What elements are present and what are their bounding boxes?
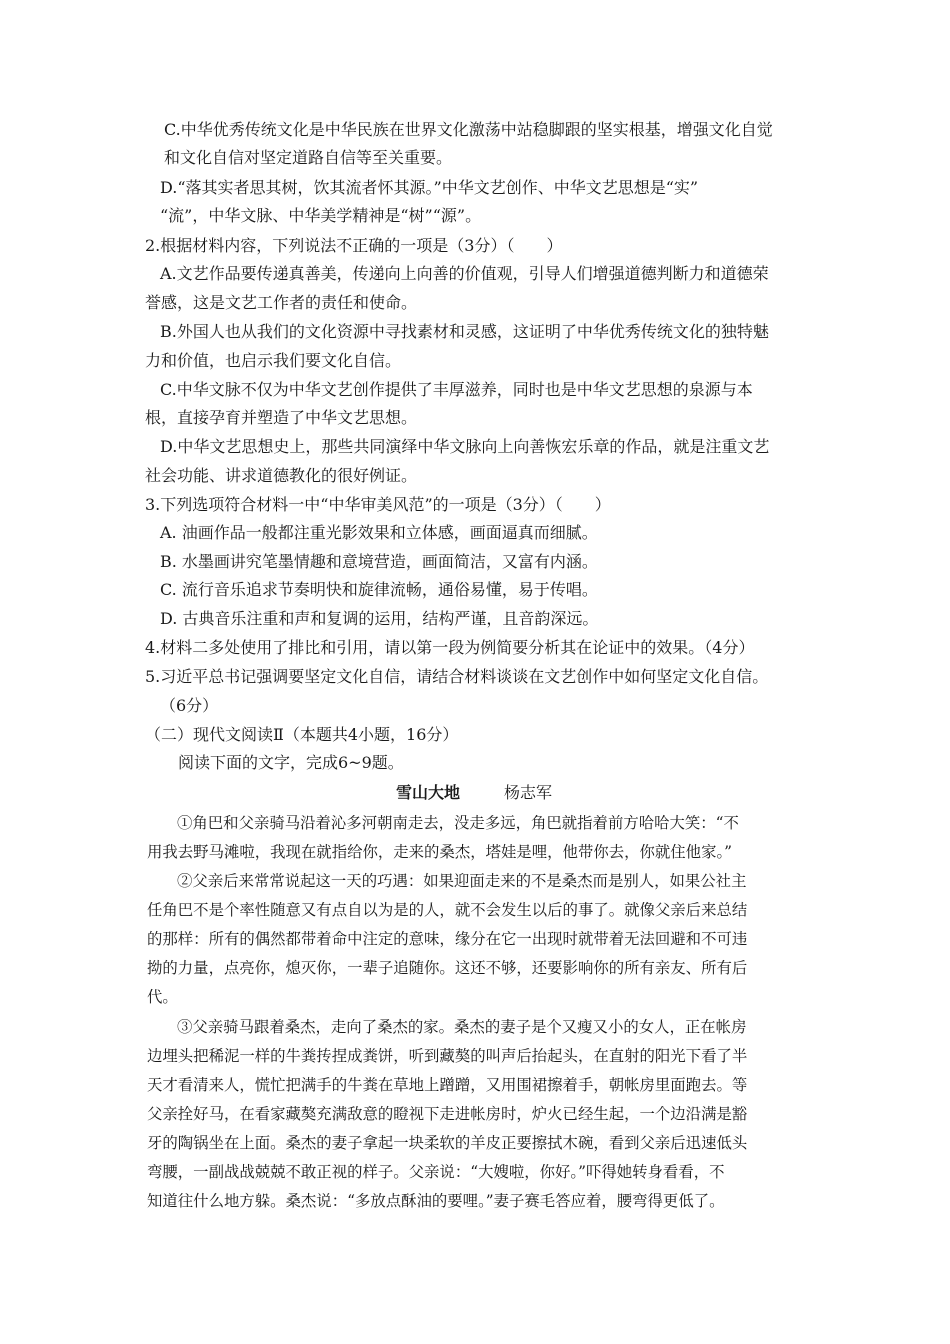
article-title: 雪山大地: [396, 783, 461, 802]
q2-option-a-line2: 誉感，这是文艺工作者的责任和使命。: [145, 293, 418, 312]
p2-line2: 任角巴不是个率性随意又有点自以为是的人，就不会发生以后的事了。就像父亲后来总结: [147, 901, 748, 919]
p3-line6: 弯腰，一副战战兢兢不敢正视的样子。父亲说：“大嫂啦，你好。”吓得她转身看看，不: [147, 1163, 725, 1181]
p2-line1: ②父亲后来常常说起这一天的巧遇：如果迎面走来的不是桑杰而是别人，如果公社主: [177, 872, 747, 890]
q2-stem: 2.根据材料内容，下列说法不正确的一项是（3分）（ ）: [145, 236, 563, 255]
q5-stem-line2: （6分）: [160, 696, 219, 715]
q3-stem: 3.下列选项符合材料一中“中华审美风范”的一项是（3分）（ ）: [145, 495, 611, 514]
p3-line5: 牙的陶锅坐在上面。桑杰的妻子拿起一块柔软的羊皮正要擦拭木碗，看到父亲后迅速低头: [147, 1134, 748, 1152]
q1-option-c-line1: C.中华优秀传统文化是中华民族在世界文化激荡中站稳脚跟的坚实根基，增强文化自觉: [164, 120, 773, 139]
q3-option-b: B. 水墨画讲究笔墨情趣和意境营造，画面简洁，又富有内涵。: [160, 552, 598, 571]
q4-stem: 4.材料二多处使用了排比和引用，请以第一段为例简要分析其在论证中的效果。（4分）: [145, 638, 755, 657]
q5-stem-line1: 5.习近平总书记强调要坚定文化自信，请结合材料谈谈在文艺创作中如何坚定文化自信。: [145, 667, 769, 686]
p3-line3: 天才看清来人，慌忙把满手的牛粪在草地上蹭蹭，又用围裙擦着手，朝帐房里面跑去。等: [147, 1076, 748, 1094]
article-author: 杨志军: [504, 783, 553, 802]
q3-option-c: C. 流行音乐追求节奏明快和旋律流畅，通俗易懂，易于传唱。: [160, 580, 598, 599]
p2-line4: 拗的力量，点亮你，熄灭你，一辈子追随你。这还不够，还要影响你的所有亲友、所有后: [147, 959, 748, 977]
q1-option-c-line2: 和文化自信对坚定道路自信等至关重要。: [164, 148, 453, 167]
q3-option-d: D. 古典音乐注重和声和复调的运用，结构严谨，且音韵深远。: [160, 609, 599, 628]
p3-line4: 父亲拴好马，在看家藏獒充满敌意的瞪视下走进帐房时，炉火已经生起，一个边沿满是豁: [147, 1105, 748, 1123]
q3-option-a: A. 油画作品一般都注重光影效果和立体感，画面逼真而细腻。: [160, 523, 598, 542]
q2-option-c-line2: 根，直接孕育并塑造了中华文艺思想。: [145, 408, 418, 427]
q2-option-d-line1: D.中华文艺思想史上，那些共同演绎中华文脉向上向善恢宏乐章的作品，就是注重文艺: [160, 437, 770, 456]
q2-option-c-line1: C.中华文脉不仅为中华文艺创作提供了丰厚滋养，同时也是中华文艺思想的泉源与本: [160, 380, 753, 399]
q2-option-b-line2: 力和价值，也启示我们要文化自信。: [145, 351, 402, 370]
q2-option-d-line2: 社会功能、讲求道德教化的很好例证。: [145, 466, 418, 485]
section2-heading: （二）现代文阅读Ⅱ（本题共4小题，16分）: [145, 725, 459, 744]
q1-option-d-line2: “流”，中华文脉、中华美学精神是“树”“源”。: [160, 206, 482, 225]
p1-line2: 用我去野马滩啦，我现在就指给你，走来的桑杰，塔娃是哩，他带你去，你就住他家。”: [147, 843, 733, 861]
q2-option-a-line1: A.文艺作品要传递真善美，传递向上向善的价值观，引导人们增强道德判断力和道德荣: [160, 264, 769, 283]
p1-line1: ①角巴和父亲骑马沿着沁多河朝南走去，没走多远，角巴就指着前方哈哈大笑：“不: [177, 814, 739, 832]
p3-line2: 边埋头把稀泥一样的牛粪抟捏成粪饼，听到藏獒的叫声后抬起头，在直射的阳光下看了半: [147, 1047, 748, 1065]
section2-instruction: 阅读下面的文字，完成6~9题。: [178, 753, 404, 772]
p3-line7: 知道往什么地方躲。桑杰说：“多放点酥油的要哩。”妻子赛毛答应着，腰弯得更低了。: [147, 1192, 725, 1210]
q1-option-d-line1: D.“落其实者思其树，饮其流者怀其源。”中华文艺创作、中华文艺思想是“实”: [160, 178, 699, 197]
p2-line5: 代。: [147, 988, 178, 1006]
p3-line1: ③父亲骑马跟着桑杰，走向了桑杰的家。桑杰的妻子是个又瘦又小的女人，正在帐房: [177, 1018, 747, 1036]
p2-line3: 的那样：所有的偶然都带着命中注定的意味，缘分在它一出现时就带着无法回避和不可违: [147, 930, 748, 948]
q2-option-b-line1: B.外国人也从我们的文化资源中寻找素材和灵感，这证明了中华优秀传统文化的独特魅: [160, 322, 769, 341]
